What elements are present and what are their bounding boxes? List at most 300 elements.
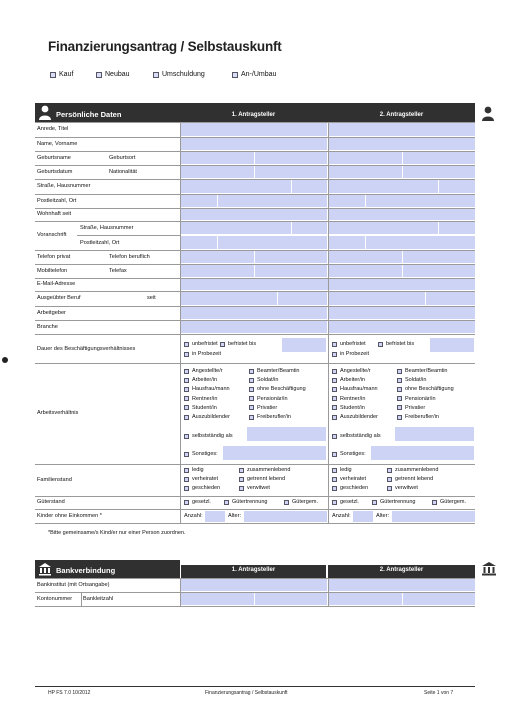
person-icon xyxy=(481,106,495,121)
input-ort-2[interactable] xyxy=(366,195,475,207)
checkbox[interactable] xyxy=(387,468,392,473)
checkbox[interactable] xyxy=(184,378,189,383)
input-beruf-seit-2[interactable] xyxy=(426,292,475,305)
input-tel-beruf-2[interactable] xyxy=(403,251,475,263)
opt-arbeit-right-1[interactable] xyxy=(249,396,288,402)
row-kinder xyxy=(35,509,475,524)
input-vor-strasse-2[interactable] xyxy=(329,222,438,234)
input-vor-plz-1[interactable] xyxy=(181,236,217,249)
col-header-2: 2. Antragsteller xyxy=(328,565,475,578)
input-anzahl-1[interactable] xyxy=(205,511,225,522)
opt-arbeit-right-1[interactable] xyxy=(249,386,306,392)
label: unbefristet xyxy=(192,341,218,347)
opt-fam-right-1[interactable] xyxy=(239,485,270,491)
opt-arbeit-left-1[interactable] xyxy=(184,414,230,420)
label-wohnhaft: Wohnhaft seit xyxy=(37,211,72,217)
label-geburtsort: Geburtsort xyxy=(109,155,136,161)
label: geschieden xyxy=(340,485,369,491)
label: Gütergem. xyxy=(292,499,318,505)
label: Soldat/in xyxy=(257,377,279,384)
checkbox[interactable] xyxy=(332,369,337,374)
input-befristet-bis-2[interactable] xyxy=(430,338,474,352)
checkbox[interactable] xyxy=(184,387,189,392)
input-vor-ort-1[interactable] xyxy=(218,236,327,249)
input-plz-1[interactable] xyxy=(181,195,217,207)
label: Beamter/Beamtin xyxy=(405,368,448,374)
row-wohnhaft xyxy=(35,208,475,222)
checkbox[interactable] xyxy=(332,378,337,383)
checkbox[interactable] xyxy=(332,387,337,392)
input-vor-hausnr-1[interactable] xyxy=(292,222,327,234)
checkbox[interactable] xyxy=(224,500,229,505)
input-vor-strasse-1[interactable] xyxy=(181,222,291,234)
row-anrede xyxy=(35,122,475,138)
opt-arbeit-left-1[interactable] xyxy=(184,377,217,383)
input-konto-2[interactable] xyxy=(329,593,402,605)
checkbox[interactable] xyxy=(249,405,254,410)
label-nationalitaet: Nationalität xyxy=(109,169,137,175)
opt-probezeit-1[interactable] xyxy=(184,351,221,357)
checkbox[interactable] xyxy=(249,369,254,374)
label-vor-plz: Postleitzahl, Ort xyxy=(80,240,120,246)
label: zusammenlebend xyxy=(247,467,291,473)
divider xyxy=(35,122,475,123)
input-blz-2[interactable] xyxy=(403,593,475,605)
label: Gütergem. xyxy=(440,499,466,505)
opt-arbeit-right-1[interactable] xyxy=(249,368,300,374)
row-branche xyxy=(35,320,475,335)
label: Freiberufler/in xyxy=(405,414,439,420)
label: Soldat/in xyxy=(405,377,427,384)
opt-arbeit-left-2[interactable] xyxy=(332,414,378,420)
label: Neubau xyxy=(105,71,130,78)
opt-arbeit-left-1[interactable] xyxy=(184,368,223,374)
checkbox[interactable] xyxy=(332,486,337,491)
opt-arbeit-left-2[interactable] xyxy=(332,386,378,392)
bank-icon xyxy=(38,562,52,576)
opt-fam-right-2[interactable] xyxy=(387,467,438,473)
opt-arbeit-left-2[interactable] xyxy=(332,368,371,374)
input-tel-beruf-1[interactable] xyxy=(255,251,327,263)
checkbox[interactable] xyxy=(397,405,402,410)
input-sonstiges-2[interactable] xyxy=(371,446,474,460)
row-voranschrift xyxy=(35,221,475,251)
opt-befristet-1[interactable] xyxy=(220,341,256,347)
checkbox[interactable] xyxy=(184,415,189,420)
input-geburtsname-2[interactable] xyxy=(329,152,402,164)
section-title: Bankverbindung xyxy=(56,566,116,575)
label: Umschuldung xyxy=(162,71,205,78)
label-mobil: Mobiltelefon xyxy=(37,268,68,274)
input-selbst-2[interactable] xyxy=(395,427,474,441)
checkbox[interactable] xyxy=(153,72,159,78)
checkbox[interactable] xyxy=(184,352,189,357)
input-mobil-1[interactable] xyxy=(181,265,254,277)
label: Kauf xyxy=(59,71,74,78)
checkbox[interactable] xyxy=(184,468,189,473)
opt-arbeit-right-1[interactable] xyxy=(249,405,277,411)
input-alter-2[interactable] xyxy=(392,511,475,522)
row-arbeitsverhaeltnis xyxy=(35,363,475,465)
label-beruf: Ausgeübter Beruf xyxy=(37,295,81,301)
label: Gütertrennung xyxy=(380,499,416,505)
label: getrennt lebend xyxy=(395,476,434,482)
label-plz: Postleitzahl, Ort xyxy=(37,198,77,204)
label: Gütertrennung xyxy=(232,499,268,505)
input-vor-hausnr-2[interactable] xyxy=(439,222,475,234)
checkbox[interactable] xyxy=(332,415,337,420)
label: Angestellte/r xyxy=(192,368,223,374)
row-geburtsdatum xyxy=(35,165,475,180)
bank-icon xyxy=(481,561,497,576)
opt-arbeit-right-2[interactable] xyxy=(397,405,425,411)
person-icon xyxy=(38,105,52,120)
label: selbstständig als xyxy=(192,433,233,439)
opt-arbeit-left-2[interactable] xyxy=(332,377,365,383)
page-title: Finanzierungsantrag / Selbstauskunft xyxy=(48,39,282,54)
input-beruf-2[interactable] xyxy=(329,292,425,305)
label: Privatier xyxy=(405,404,426,411)
personal-header xyxy=(35,103,475,122)
opt-fam-left-1[interactable] xyxy=(184,485,220,491)
checkbox[interactable] xyxy=(387,477,392,482)
purpose-neubau[interactable] xyxy=(96,71,130,78)
opt-gueter-2[interactable] xyxy=(372,499,415,505)
opt-gueter-1[interactable] xyxy=(224,499,267,505)
divider xyxy=(328,578,329,606)
divider xyxy=(328,122,329,523)
row-name xyxy=(35,137,475,152)
checkbox[interactable] xyxy=(397,378,402,383)
input-hausnr-1[interactable] xyxy=(292,180,327,193)
input-bankinstitut-2[interactable] xyxy=(329,579,475,591)
footer-title: Finanzierungsantrag / Selbstauskunft xyxy=(205,690,288,696)
input-selbst-1[interactable] xyxy=(247,427,326,441)
label: selbstständig als xyxy=(340,433,381,439)
checkbox[interactable] xyxy=(184,396,189,401)
opt-selbst-1[interactable] xyxy=(184,433,233,439)
opt-unbefristet-1[interactable] xyxy=(184,341,218,347)
opt-probezeit-2[interactable] xyxy=(332,351,369,357)
row-bankinstitut xyxy=(35,578,475,593)
label-arbeitgeber: Arbeitgeber xyxy=(37,310,66,316)
input-telefax-2[interactable] xyxy=(403,265,475,277)
input-geburtsname-1[interactable] xyxy=(181,152,254,164)
row-familienstand xyxy=(35,464,475,497)
input-arbeitgeber-1[interactable] xyxy=(181,307,327,319)
checkbox[interactable] xyxy=(184,500,189,505)
input-branche-1[interactable] xyxy=(181,321,327,333)
label-email: E-Mail-Adresse xyxy=(37,281,76,287)
label-geburtsname: Geburtsname xyxy=(37,155,71,161)
col-header-2: 2. Antragsteller xyxy=(328,110,475,122)
input-geburtsdatum-2[interactable] xyxy=(329,166,402,178)
row-strasse xyxy=(35,179,475,195)
label-branche: Branche xyxy=(37,324,58,330)
opt-arbeit-left-1[interactable] xyxy=(184,386,230,392)
label: befristet bis xyxy=(386,341,415,347)
label-voranschrift: Voranschrift xyxy=(37,232,67,238)
label: Angestellte/r xyxy=(340,368,371,374)
label: verheiratet xyxy=(192,476,218,482)
section-title: Persönliche Daten xyxy=(56,110,122,119)
opt-fam-left-2[interactable] xyxy=(332,467,352,473)
label-seit: seit xyxy=(147,295,156,301)
label-telefax: Telefax xyxy=(109,268,127,274)
opt-fam-left-2[interactable] xyxy=(332,476,366,482)
input-plz-2[interactable] xyxy=(329,195,365,207)
checkbox[interactable] xyxy=(96,72,102,78)
checkbox[interactable] xyxy=(184,486,189,491)
checkbox[interactable] xyxy=(332,477,337,482)
opt-unbefristet-2[interactable] xyxy=(332,341,366,347)
checkbox[interactable] xyxy=(184,405,189,410)
checkbox[interactable] xyxy=(184,434,189,439)
row-mobil xyxy=(35,264,475,279)
label: gesetzl. xyxy=(192,499,211,505)
input-geburtsdatum-1[interactable] xyxy=(181,166,254,178)
input-geburtsort-2[interactable] xyxy=(403,152,475,164)
label: verwitwet xyxy=(247,485,270,491)
input-anrede-2[interactable] xyxy=(329,123,475,136)
opt-fam-right-2[interactable] xyxy=(387,476,433,482)
opt-gueter-1[interactable] xyxy=(284,499,318,505)
checkbox[interactable] xyxy=(284,500,289,505)
checkbox[interactable] xyxy=(378,342,383,347)
label-arbeitsverhaeltnis: Arbeitsverhältnis xyxy=(37,410,79,416)
checkbox[interactable] xyxy=(239,477,244,482)
footer-rule xyxy=(35,686,475,687)
input-blz-1[interactable] xyxy=(255,593,327,605)
checkbox[interactable] xyxy=(332,452,337,457)
input-ort-1[interactable] xyxy=(218,195,327,207)
label-alter-2: Alter: xyxy=(376,513,390,519)
input-wohnhaft-2[interactable] xyxy=(329,209,475,220)
checkbox[interactable] xyxy=(50,72,56,78)
checkbox[interactable] xyxy=(397,387,402,392)
opt-selbst-2[interactable] xyxy=(332,433,381,439)
label: Hausfrau/mann xyxy=(192,386,230,393)
opt-befristet-2[interactable] xyxy=(378,341,414,347)
label: gesetzl. xyxy=(340,499,359,505)
label-tel-privat: Telefon privat xyxy=(37,254,71,260)
footer-page: Seite 1 von 7 xyxy=(424,690,454,696)
label: zusammenlebend xyxy=(395,467,439,473)
input-bankinstitut-1[interactable] xyxy=(181,579,327,591)
checkbox[interactable] xyxy=(184,452,189,457)
checkbox[interactable] xyxy=(372,500,377,505)
input-mobil-2[interactable] xyxy=(329,265,402,277)
label-anzahl-2: Anzahl: xyxy=(332,513,351,519)
divider xyxy=(81,592,82,606)
input-telefax-1[interactable] xyxy=(255,265,327,277)
checkbox[interactable] xyxy=(332,468,337,473)
checkbox[interactable] xyxy=(332,342,337,347)
label-kinder: Kinder ohne Einkommen * xyxy=(37,513,102,519)
label: Sonstiges: xyxy=(192,451,218,457)
label-bankinstitut: Bankinstitut (mit Ortsangabe) xyxy=(37,582,110,588)
label: unbefristet xyxy=(340,341,366,347)
label: Arbeiter/in xyxy=(192,377,218,384)
label: Auszubildender xyxy=(192,414,230,420)
label: befristet bis xyxy=(228,341,257,347)
opt-fam-right-1[interactable] xyxy=(239,467,290,473)
input-wohnhaft-1[interactable] xyxy=(181,209,327,220)
checkbox[interactable] xyxy=(220,342,225,347)
input-arbeitgeber-2[interactable] xyxy=(329,307,475,319)
input-nationalitaet-2[interactable] xyxy=(403,166,475,178)
opt-arbeit-right-1[interactable] xyxy=(249,414,291,420)
divider xyxy=(180,122,181,523)
opt-sonstiges-2[interactable] xyxy=(332,451,366,457)
input-alter-1[interactable] xyxy=(244,511,327,522)
label: verwitwet xyxy=(395,485,418,491)
label: in Probezeit xyxy=(340,351,370,357)
checkbox[interactable] xyxy=(432,500,437,505)
label-familienstand: Familienstand xyxy=(37,477,72,483)
input-tel-privat-1[interactable] xyxy=(181,251,254,263)
checkbox[interactable] xyxy=(397,369,402,374)
checkbox[interactable] xyxy=(387,486,392,491)
checkbox[interactable] xyxy=(332,434,337,439)
row-gueterstand xyxy=(35,496,475,510)
label: ohne Beschäftigung xyxy=(257,386,306,393)
label: Sonstiges: xyxy=(340,451,366,457)
input-sonstiges-1[interactable] xyxy=(223,446,326,460)
label: Rentner/in xyxy=(192,395,218,402)
label: ledig xyxy=(192,467,204,473)
opt-arbeit-left-1[interactable] xyxy=(184,405,217,411)
label-strasse: Straße, Hausnummer xyxy=(37,183,91,189)
label-blz: Bankleitzahl xyxy=(83,596,114,602)
label: Auszubildender xyxy=(340,414,378,420)
opt-fam-left-1[interactable] xyxy=(184,467,204,473)
row-geburtsname xyxy=(35,151,475,166)
opt-fam-left-1[interactable] xyxy=(184,476,218,482)
checkbox[interactable] xyxy=(239,486,244,491)
label: ohne Beschäftigung xyxy=(405,386,454,393)
purpose-kauf[interactable] xyxy=(50,71,73,78)
opt-arbeit-right-2[interactable] xyxy=(397,368,448,374)
checkbox[interactable] xyxy=(249,378,254,383)
input-name-1[interactable] xyxy=(181,138,327,150)
label-anzahl-1: Anzahl: xyxy=(184,513,203,519)
checkbox[interactable] xyxy=(397,396,402,401)
footer-code: HP FS 7.0 10/2012 xyxy=(48,690,91,696)
input-branche-2[interactable] xyxy=(329,321,475,333)
checkbox[interactable] xyxy=(249,415,254,420)
input-befristet-bis-1[interactable] xyxy=(282,338,326,352)
label-vor-strasse: Straße, Hausnummer xyxy=(80,225,134,231)
input-name-2[interactable] xyxy=(329,138,475,150)
input-konto-1[interactable] xyxy=(181,593,254,605)
input-hausnr-2[interactable] xyxy=(439,180,475,193)
checkbox[interactable] xyxy=(332,396,337,401)
opt-arbeit-left-1[interactable] xyxy=(184,396,217,402)
input-beruf-seit-1[interactable] xyxy=(278,292,327,305)
label: Pensionär/in xyxy=(257,395,288,402)
opt-fam-right-1[interactable] xyxy=(239,476,285,482)
label: Beamter/Beamtin xyxy=(257,368,300,374)
label: An-/Umbau xyxy=(241,71,277,78)
opt-gueter-2[interactable] xyxy=(432,499,466,505)
label-gueterstand: Güterstand xyxy=(37,499,65,505)
label: geschieden xyxy=(192,485,221,491)
checkbox[interactable] xyxy=(249,387,254,392)
label: Hausfrau/mann xyxy=(340,386,378,393)
checkbox[interactable] xyxy=(332,500,337,505)
input-vor-ort-2[interactable] xyxy=(366,236,475,249)
purpose-umschuldung[interactable] xyxy=(153,71,205,78)
note: *Bitte gemeinsame/s Kind/er nur einer Person zuordnen. xyxy=(48,530,186,536)
opt-gueter-1[interactable] xyxy=(184,499,211,505)
checkbox[interactable] xyxy=(184,369,189,374)
input-strasse-2[interactable] xyxy=(329,180,438,193)
purpose-anumbau[interactable] xyxy=(232,71,276,78)
label: Student/in xyxy=(192,404,217,411)
opt-gueter-2[interactable] xyxy=(332,499,359,505)
checkbox[interactable] xyxy=(332,405,337,410)
checkbox[interactable] xyxy=(184,477,189,482)
label: Student/in xyxy=(340,404,365,411)
checkbox[interactable] xyxy=(397,415,402,420)
label-dauer: Dauer des Beschäftigungsverhältnisses xyxy=(37,346,136,352)
checkbox[interactable] xyxy=(332,352,337,357)
opt-fam-right-2[interactable] xyxy=(387,485,418,491)
label-konto: Kontonummer xyxy=(37,596,73,602)
checkbox[interactable] xyxy=(249,396,254,401)
label-alter-1: Alter: xyxy=(228,513,242,519)
label-name: Name, Vorname xyxy=(37,141,78,147)
label: Pensionär/in xyxy=(405,395,436,402)
label: verheiratet xyxy=(340,476,366,482)
opt-sonstiges-1[interactable] xyxy=(184,451,218,457)
row-konto xyxy=(35,592,475,607)
opt-arbeit-right-2[interactable] xyxy=(397,386,454,392)
input-strasse-1[interactable] xyxy=(181,180,291,193)
label-tel-beruf: Telefon beruflich xyxy=(109,254,150,260)
opt-arbeit-right-2[interactable] xyxy=(397,414,439,420)
label-anrede: Anrede, Titel xyxy=(37,126,69,132)
input-geburtsort-1[interactable] xyxy=(255,152,327,164)
row-telefon xyxy=(35,250,475,265)
opt-arbeit-right-2[interactable] xyxy=(397,377,426,383)
label: Rentner/in xyxy=(340,395,366,402)
checkbox[interactable] xyxy=(239,468,244,473)
col-header-1: 1. Antragsteller xyxy=(181,110,326,122)
opt-arbeit-right-1[interactable] xyxy=(249,377,278,383)
input-tel-privat-2[interactable] xyxy=(329,251,402,263)
checkbox[interactable] xyxy=(184,342,189,347)
label: Arbeiter/in xyxy=(340,377,366,384)
divider xyxy=(180,578,181,606)
label: Freiberufler/in xyxy=(257,414,291,420)
opt-arbeit-left-2[interactable] xyxy=(332,405,365,411)
label: Privatier xyxy=(257,404,278,411)
input-anrede-1[interactable] xyxy=(181,123,327,136)
checkbox[interactable] xyxy=(232,72,238,78)
input-anzahl-2[interactable] xyxy=(353,511,373,522)
bank-header xyxy=(35,560,475,578)
input-nationalitaet-1[interactable] xyxy=(255,166,327,178)
row-beruf xyxy=(35,291,475,307)
opt-arbeit-left-2[interactable] xyxy=(332,396,365,402)
input-beruf-1[interactable] xyxy=(181,292,277,305)
row-dauer xyxy=(35,334,475,364)
opt-arbeit-right-2[interactable] xyxy=(397,396,436,402)
input-vor-plz-2[interactable] xyxy=(329,236,365,249)
opt-fam-left-2[interactable] xyxy=(332,485,368,491)
